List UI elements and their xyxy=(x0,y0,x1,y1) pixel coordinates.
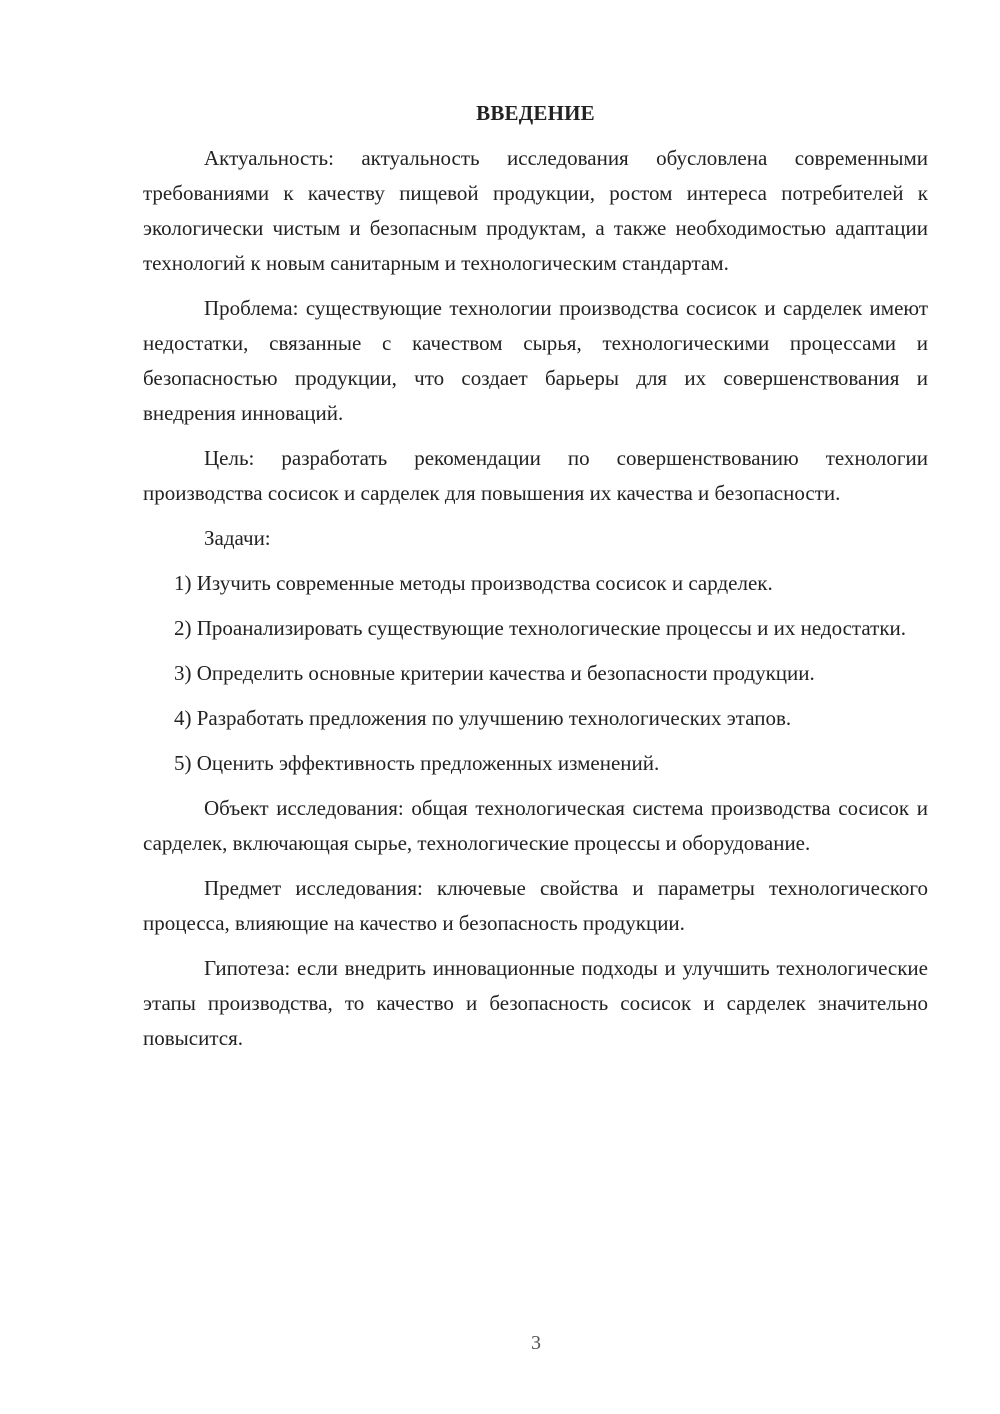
relevance-paragraph: Актуальность: актуальность исследования обусловлена современными требованиями к качеству пищевой продукции, ростом интереса потребителей к экологически чистым и безопасным продуктам, а также необходимостью адаптации технологий к новым санитарным и технологическим стандартам. xyxy=(143,146,928,275)
object-paragraph: Объект исследования: общая технологическая система производства сосисок и сарделек, включающая сырье, технологические процессы и оборудование. xyxy=(143,796,928,855)
page-number: 3 xyxy=(531,1332,541,1354)
page-content xyxy=(143,96,928,1066)
task-item-5: 5) Оценить эффективность предложенных изменений. xyxy=(174,751,660,775)
subject-paragraph: Предмет исследования: ключевые свойства и параметры технологического процесса, влияющие на качество и безопасность продукции. xyxy=(143,876,928,935)
goal-paragraph: Цель: разработать рекомендации по совершенствованию технологии производства сосисок и сарделек для повышения их качества и безопасности. xyxy=(143,446,928,505)
task-item-2: 2) Проанализировать существующие технологические процессы и их недостатки. xyxy=(174,616,907,640)
problem-paragraph: Проблема: существующие технологии производства сосисок и сарделек имеют недостатки, связанные с качеством сырья, технологическими процессами и безопасностью продукции, что создает барьеры для их совершенствования и внедрения инноваций. xyxy=(143,296,928,425)
hypothesis-paragraph: Гипотеза: если внедрить инновационные подходы и улучшить технологические этапы производства, то качество и безопасность сосисок и сарделек значительно повысится. xyxy=(143,956,928,1050)
task-item-3: 3) Определить основные критерии качества и безопасности продукции. xyxy=(174,661,815,685)
section-heading: ВВЕДЕНИЕ xyxy=(476,101,595,125)
task-item-1: 1) Изучить современные методы производства сосисок и сарделек. xyxy=(174,571,773,595)
task-item-4: 4) Разработать предложения по улучшению технологических этапов. xyxy=(174,706,792,730)
tasks-label: Задачи: xyxy=(204,526,271,550)
